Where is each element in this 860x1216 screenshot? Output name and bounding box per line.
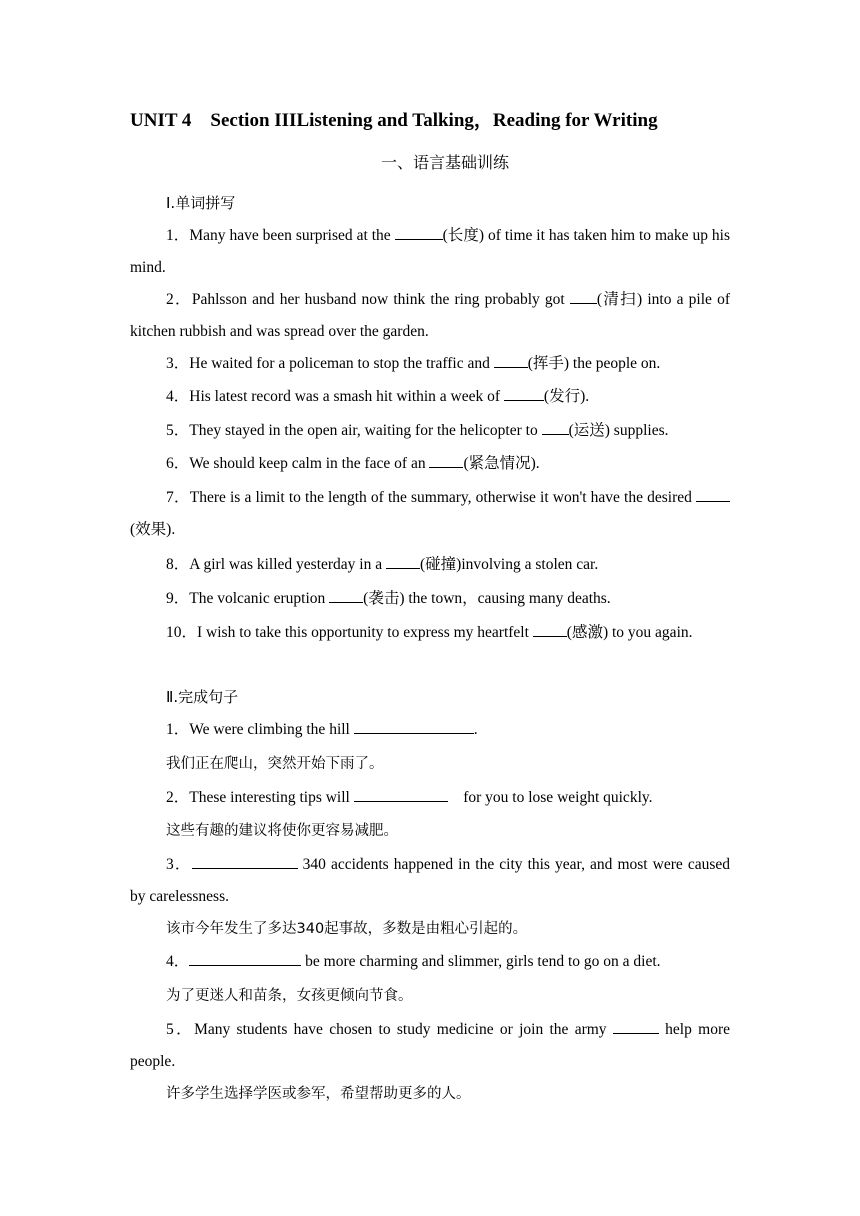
question-text: There is a limit to the length of the summary, otherwise it won't have the desired [189, 489, 696, 506]
question-text: involving a stolen car. [461, 556, 599, 573]
question-item [130, 482, 730, 546]
chinese-hint: (紧急情况) [463, 455, 536, 472]
question-text: . [171, 521, 176, 538]
question-item [130, 549, 730, 581]
question-item [130, 849, 730, 913]
question-number: 2． [166, 789, 190, 806]
question-item [130, 348, 730, 380]
question-text: Pahlsson and her husband now think the ring probably got [191, 291, 570, 308]
question-number: 5． [166, 422, 190, 439]
answer-blank[interactable] [696, 486, 730, 502]
question-number: 8． [166, 556, 190, 573]
question-text: His latest record was a smash hit within a week of [189, 388, 504, 405]
page-title: UNIT 4 Section IIIListening and Talking，Reading for Writing [130, 110, 658, 131]
chinese-translation: 这些有趣的建议将使你更容易减肥。 [166, 823, 398, 839]
answer-blank[interactable] [533, 621, 567, 637]
section-heading-sentences: Ⅱ.完成句子 [166, 688, 239, 706]
answer-blank[interactable] [504, 385, 544, 401]
question-number: 9． [166, 590, 190, 607]
question-text: A girl was killed yesterday in a [189, 556, 386, 573]
answer-blank[interactable] [395, 224, 443, 240]
question-number: 4． [166, 388, 190, 405]
question-text: . [535, 455, 540, 472]
question-text: supplies. [609, 422, 669, 439]
answer-blank[interactable] [570, 288, 597, 304]
answer-blank[interactable] [192, 853, 298, 869]
answer-blank[interactable] [429, 452, 463, 468]
question-item [130, 381, 730, 413]
question-item [130, 782, 730, 814]
question-text: I wish to take this opportunity to express my heartfelt [197, 624, 533, 641]
answer-blank[interactable] [613, 1018, 659, 1034]
question-item [130, 583, 730, 615]
chinese-translation: 许多学生选择学医或参军，希望帮助更多的人。 [166, 1086, 471, 1102]
question-number: 3． [166, 856, 192, 873]
question-number: 4． [166, 953, 190, 970]
question-number: 10． [166, 624, 198, 641]
chinese-hint: (感激) [566, 624, 609, 641]
question-text: for you to lose weight quickly. [447, 789, 653, 806]
question-number: 2． [166, 291, 192, 308]
chinese-hint: (运送) [568, 422, 610, 439]
section-heading-spelling: Ⅰ.单词拼写 [166, 194, 236, 212]
chinese-hint: (效果) [130, 521, 172, 538]
answer-blank[interactable] [386, 553, 420, 569]
answer-blank[interactable] [354, 786, 448, 802]
answer-blank[interactable] [494, 352, 528, 368]
answer-blank[interactable] [329, 587, 363, 603]
question-text: The volcanic eruption [189, 590, 330, 607]
chinese-hint: (袭击) [363, 590, 405, 607]
question-text: . [473, 721, 478, 738]
chinese-translation: 该市今年发生了多达340起事故，多数是由粗心引起的。 [166, 921, 528, 937]
question-text: They stayed in the open air, waiting for the helicopter to [189, 422, 542, 439]
section-subtitle: 一、语言基础训练 [380, 153, 509, 172]
answer-blank[interactable] [542, 419, 569, 435]
question-item [130, 714, 730, 746]
answer-blank[interactable] [354, 718, 474, 734]
question-text: the people on. [569, 355, 661, 372]
question-item [130, 415, 730, 447]
question-item [130, 617, 730, 649]
question-text: . [585, 388, 590, 405]
question-text: the town，causing many deaths. [404, 590, 611, 607]
question-text: We were climbing the hill [189, 721, 354, 738]
question-text: be more charming and slimmer, girls tend to go on a diet. [301, 953, 661, 970]
chinese-translation: 为了更迷人和苗条，女孩更倾向节食。 [166, 988, 413, 1004]
chinese-hint: (发行) [543, 388, 586, 405]
question-item [130, 220, 730, 284]
question-item [130, 1014, 730, 1078]
question-number: 7． [166, 489, 190, 506]
chinese-translation: 我们正在爬山，突然开始下雨了。 [166, 756, 384, 772]
question-text: We should keep calm in the face of an [189, 455, 430, 472]
question-number: 1． [166, 721, 190, 738]
answer-blank[interactable] [189, 950, 301, 966]
question-text: Many students have chosen to study medicine or join the army [194, 1021, 613, 1038]
chinese-hint: (清扫) [596, 291, 643, 308]
question-number: 6． [166, 455, 190, 472]
question-text: 340 accidents happened in the city this year, and most were caused by carelessness. [130, 856, 730, 905]
question-number: 5． [166, 1021, 195, 1038]
question-text: These interesting tips will [189, 789, 354, 806]
question-text: He waited for a policeman to stop the traffic and [189, 355, 494, 372]
question-text: help more people. [130, 1021, 730, 1070]
question-text: into a pile of kitchen rubbish and was spread over the garden. [130, 291, 730, 340]
question-number: 1． [166, 227, 190, 244]
question-item [130, 448, 730, 480]
chinese-hint: (碰撞) [419, 556, 462, 573]
chinese-hint: (挥手) [527, 355, 570, 372]
question-text: Many have been surprised at the [189, 227, 395, 244]
question-text: to you again. [608, 624, 693, 641]
question-number: 3． [166, 355, 190, 372]
question-item [130, 284, 730, 348]
question-text: of time it has taken him to make up his mind. [130, 227, 730, 276]
question-item [130, 946, 730, 978]
chinese-hint: (长度) [442, 227, 485, 244]
